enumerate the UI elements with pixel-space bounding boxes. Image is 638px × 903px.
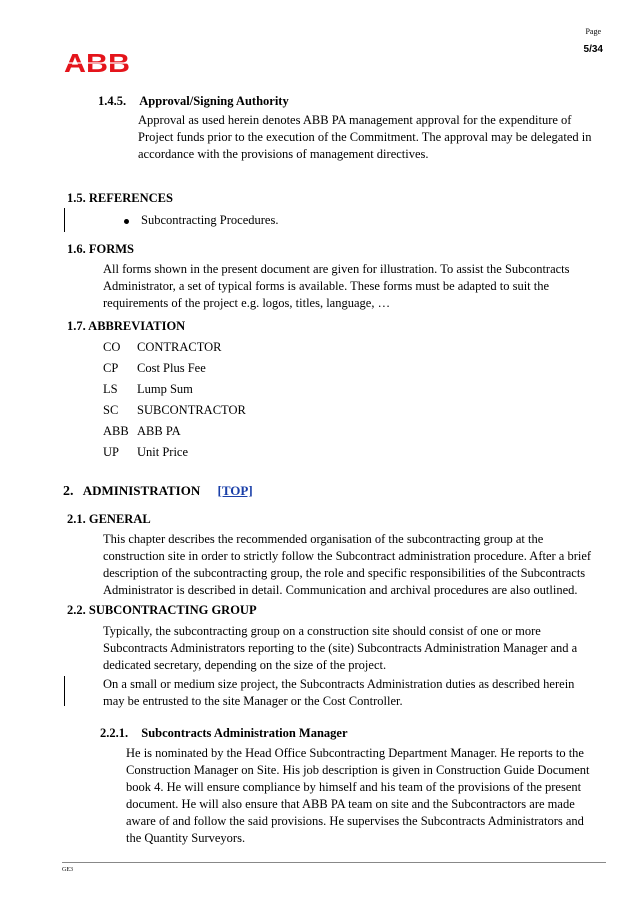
logo-text: ABB [64, 50, 130, 76]
text-line: Project funds prior to the execution of the Commitment. The approval may be delegated in [138, 130, 592, 144]
abbr-definition: Cost Plus Fee [137, 361, 206, 375]
section-1-6-body [103, 261, 623, 312]
section-number: 2.2.1. [100, 726, 129, 740]
text-line: dedicated secretary, depending on the size of the project. [103, 658, 387, 672]
bullet-text: Subcontracting Procedures. [141, 213, 279, 227]
section-2-2-para1 [103, 623, 623, 674]
section-2-heading [63, 483, 253, 500]
text-line: book 4. He will ensure compliance by himself and his team of the provisions of the present [126, 780, 582, 794]
text-line: Administrator is described in detail. Communication and archival procedures are also outlined. [103, 583, 578, 597]
section-1-4-5-body [138, 112, 618, 163]
text-line: Administrator, a set of typical forms is available. These forms must be adapted to suit the [103, 279, 550, 293]
section-1-6-heading: 1.6. FORMS [67, 242, 135, 256]
text-line: requirements of the project e.g. logos, titles, language, … [103, 296, 391, 310]
footer-divider [62, 862, 606, 863]
section-2-1-body [103, 531, 623, 599]
section-number: 2. [63, 484, 74, 499]
abbr-code: ABB [103, 424, 129, 438]
change-bar [64, 676, 65, 706]
section-title: ADMINISTRATION [82, 483, 201, 498]
reference-bullet [124, 212, 278, 229]
page-number: 5/34 [583, 44, 603, 55]
abbr-definition: CONTRACTOR [137, 340, 222, 354]
top-link[interactable]: [TOP] [217, 483, 253, 498]
section-title: Approval/Signing Authority [139, 94, 289, 108]
text-line: the Quantity Surveyors. [126, 831, 246, 845]
list-item [103, 445, 303, 466]
section-number: 1.4.5. [98, 94, 127, 108]
text-line: construction site in order to strictly follow the Subcontract administration procedure. After a brief [103, 549, 592, 563]
footer-code: GE3 [62, 867, 73, 873]
page-label: Page [585, 27, 601, 36]
abbr-definition: Lump Sum [137, 382, 193, 396]
list-item [103, 340, 303, 361]
text-line: This chapter describes the recommended organisation of the subcontracting group at the [103, 532, 544, 546]
text-line: Subcontracts Administrators reporting to the (site) Subcontracts Administration Manager and a [103, 641, 578, 655]
text-line: document. He will also ensure that ABB PA team on site and the Subcontractors are made [126, 797, 575, 811]
list-item [103, 403, 303, 424]
section-1-5-heading: 1.5. REFERENCES [67, 191, 173, 205]
abbr-definition: Unit Price [137, 445, 189, 459]
text-line: All forms shown in the present document are given for illustration. To assist the Subcontracts [103, 262, 570, 276]
text-line: He is nominated by the Head Office Subcontracting Department Manager. He reports to the [126, 746, 584, 760]
text-line: aware of and follow the said provisions. He supervises the Subcontracts Administrators and [126, 814, 584, 828]
text-line: description of the subcontracting group, the role and specific responsibilities of the Subcontracts [103, 566, 586, 580]
section-2-2-1-heading [100, 726, 348, 741]
section-2-1-heading: 2.1. GENERAL [67, 512, 151, 526]
list-item [103, 424, 303, 445]
abb-logo [64, 50, 132, 76]
text-line: Approval as used herein denotes ABB PA management approval for the expenditure of [138, 113, 572, 127]
abbr-code: CO [103, 340, 121, 354]
section-2-2-heading: 2.2. SUBCONTRACTING GROUP [67, 603, 257, 617]
abbr-code: UP [103, 445, 119, 459]
list-item [103, 361, 303, 382]
text-line: may be entrusted to the site Manager or the Cost Controller. [103, 694, 403, 708]
section-1-4-5-heading [98, 94, 289, 109]
abbreviation-list [103, 340, 303, 466]
abbr-definition: SUBCONTRACTOR [137, 403, 246, 417]
abbr-definition: ABB PA [137, 424, 181, 438]
text-line: accordance with the provisions of management directives. [138, 147, 429, 161]
text-line: Construction Manager on Site. His job description is given in Construction Guide Document [126, 763, 590, 777]
abbr-code: LS [103, 382, 118, 396]
bullet-icon [124, 219, 129, 224]
section-2-2-para2 [103, 676, 623, 710]
list-item [103, 382, 303, 403]
change-bar [64, 208, 65, 232]
abbr-code: SC [103, 403, 119, 417]
section-title: Subcontracts Administration Manager [141, 726, 348, 740]
abbr-code: CP [103, 361, 119, 375]
section-1-7-heading: 1.7. ABBREVIATION [67, 319, 186, 333]
text-line: Typically, the subcontracting group on a construction site should consist of one or more [103, 624, 541, 638]
section-2-2-1-body [126, 745, 626, 847]
text-line: On a small or medium size project, the Subcontracts Administration duties as described herein [103, 677, 575, 691]
